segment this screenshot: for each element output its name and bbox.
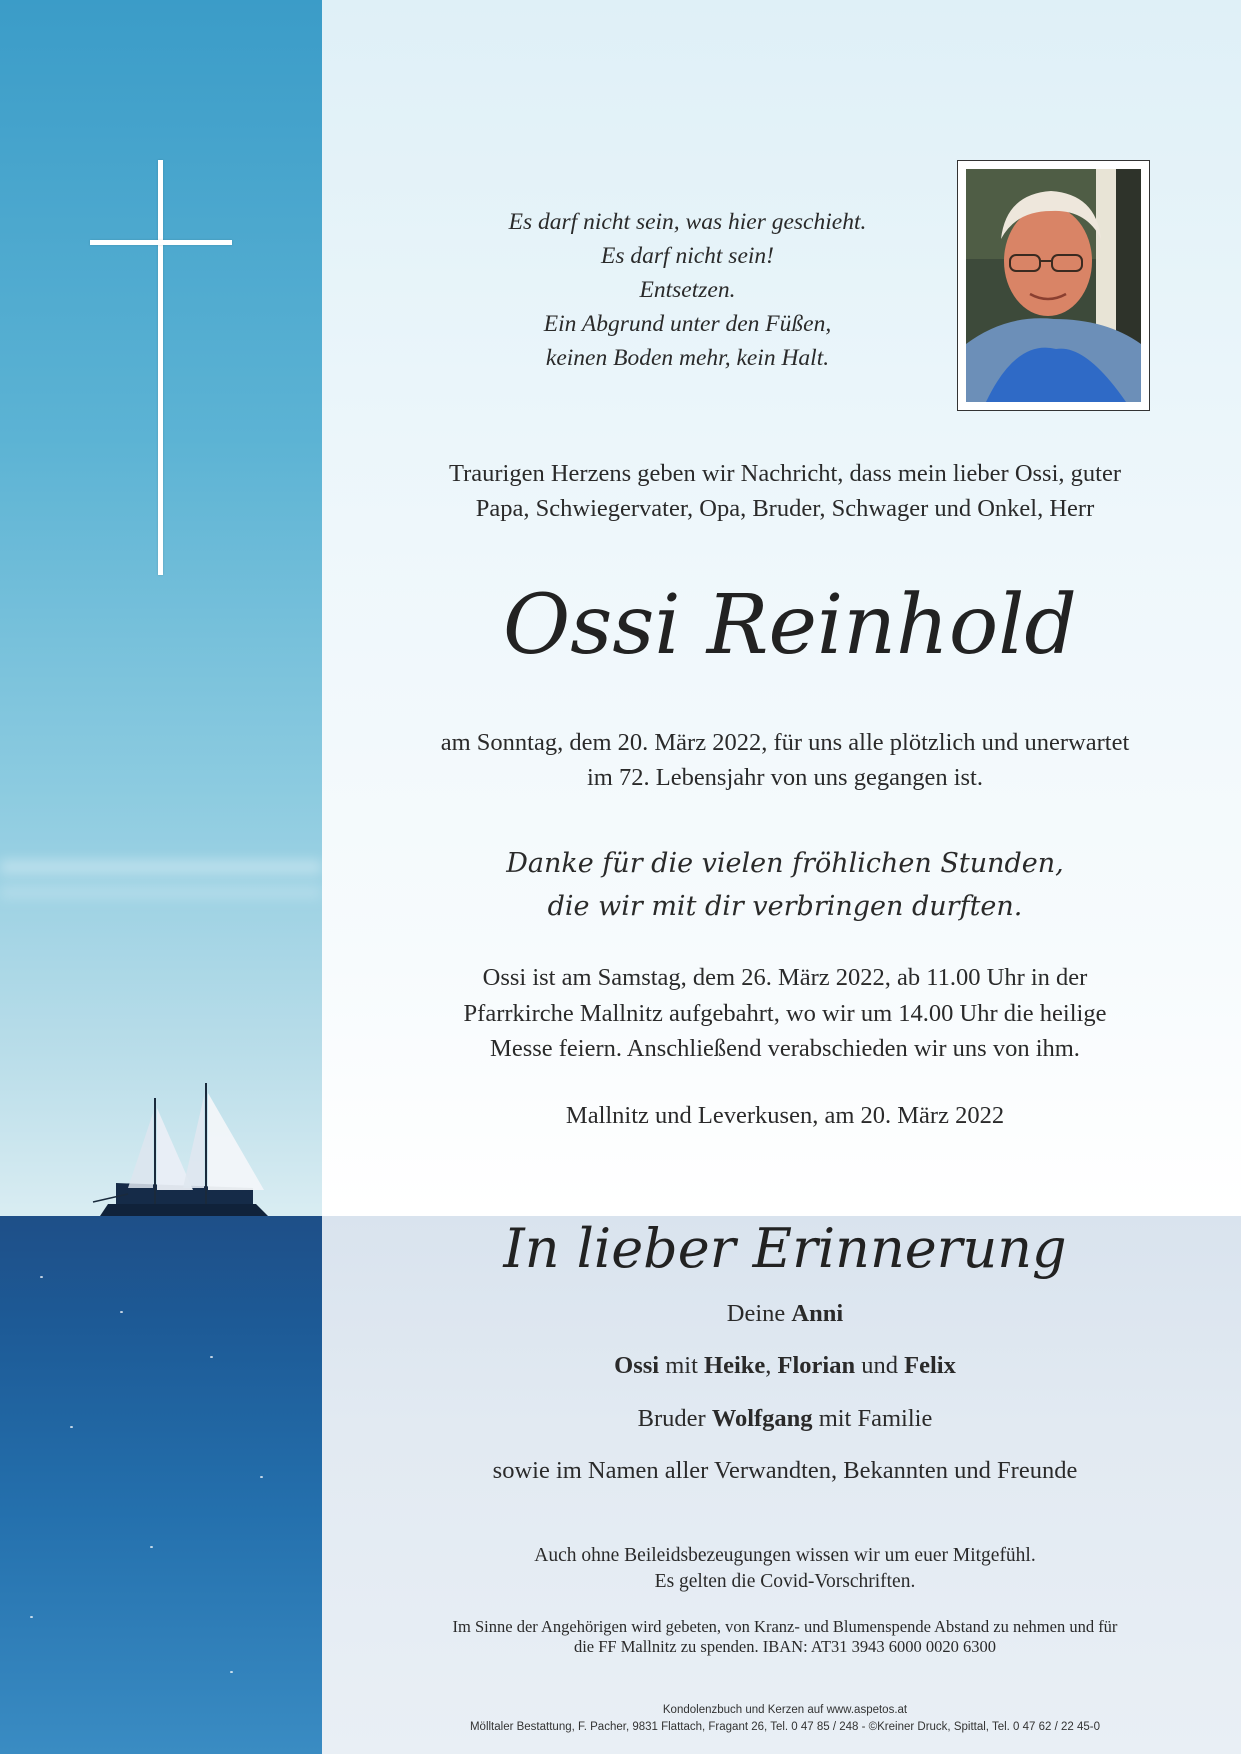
portrait-photo — [966, 169, 1141, 402]
poem-line: Entsetzen. — [639, 277, 736, 303]
footer-imprint: Mölltaler Bestattung, F. Pacher, 9831 Flattach, Fragant 26, Tel. 0 47 85 / 248 - ©Kreiner Druck, Spittal, Tel. 0 47 62 / 22 45-0 — [469, 1721, 1101, 1733]
intro-line: Traurigen Herzens geben wir Nachricht, dass mein lieber Ossi, guter — [449, 460, 1121, 487]
sea-sparkle — [150, 1546, 153, 1548]
portrait-frame — [957, 160, 1150, 411]
family-member-name: Florian — [777, 1352, 856, 1379]
thanks-line: Danke für die vielen fröhlichen Stunden, — [506, 848, 1064, 879]
cloud-haze — [0, 860, 322, 874]
poem-line: keinen Boden mehr, kein Halt. — [545, 345, 830, 371]
family-text: , — [765, 1352, 778, 1379]
sea-sparkle — [120, 1311, 123, 1313]
footer-condolence-link[interactable]: Kondolenzbuch und Kerzen auf www.aspetos.at — [662, 1704, 908, 1716]
family-row — [410, 1405, 1160, 1433]
family-member-name: Wolfgang — [711, 1405, 813, 1432]
death-notice-line: im 72. Lebensjahr von uns gegangen ist. — [586, 764, 983, 791]
family-member-name: Ossi — [614, 1352, 660, 1379]
note-line: Auch ohne Beileidsbezeugungen wissen wir um euer Mitgefühl. — [534, 1545, 1036, 1566]
place-date-line: Mallnitz und Leverkusen, am 20. März 2022 — [565, 1102, 1005, 1129]
latin-cross-icon — [0, 0, 322, 600]
poem-line: Ein Abgrund unter den Füßen, — [543, 311, 832, 337]
funeral-line: Pfarrkirche Mallnitz aufgebahrt, wo wir um 14.00 Uhr die heilige — [463, 999, 1107, 1027]
funeral-details — [410, 960, 1160, 1067]
funeral-line: Ossi ist am Samstag, dem 26. März 2022, ab 11.00 Uhr in der — [482, 964, 1088, 991]
donation-line: die FF Mallnitz zu spenden. IBAN: AT31 3943 6000 0020 6300 — [573, 1637, 997, 1656]
sailing-ship-icon — [88, 1078, 278, 1223]
intro-line: Papa, Schwiegervater, Opa, Bruder, Schwager und Onkel, Herr — [475, 495, 1095, 522]
family-member-name: Anni — [791, 1300, 844, 1327]
thanks-line: die wir mit dir verbringen durften. — [547, 891, 1023, 922]
death-notice-line: am Sonntag, dem 20. März 2022, für uns alle plötzlich und unerwartet — [440, 729, 1130, 756]
family-text: Deine — [726, 1300, 792, 1327]
memory-heading — [503, 1205, 1067, 1295]
family-member-name: Felix — [904, 1352, 956, 1379]
note-line: Es gelten die Covid-Vorschriften. — [654, 1571, 916, 1592]
sea-area — [0, 1216, 322, 1754]
family-row — [410, 1300, 1160, 1328]
sea-sparkle — [40, 1276, 43, 1278]
sea-sparkle — [70, 1426, 73, 1428]
family-member-name: Heike — [704, 1352, 766, 1379]
sea-sky-strip — [0, 0, 322, 1754]
donation-line: Im Sinne der Angehörigen wird gebeten, von Kranz- und Blumenspende Abstand zu nehmen und für — [452, 1617, 1118, 1636]
condolence-note — [410, 1543, 1160, 1595]
footer — [410, 1702, 1160, 1736]
poem-line: Es darf nicht sein! — [601, 243, 774, 269]
poem — [445, 205, 930, 375]
content-sea-background — [322, 1216, 1241, 1754]
family-row — [410, 1352, 1160, 1380]
cloud-haze — [0, 885, 322, 899]
family-text: Bruder — [637, 1405, 712, 1432]
sea-sparkle — [30, 1616, 33, 1618]
deceased-name — [480, 565, 1100, 685]
funeral-line: Messe feiern. Anschließend verabschieden wir uns von ihm. — [490, 1035, 1080, 1062]
sea-sparkle — [260, 1476, 263, 1478]
family-row: sowie im Namen aller Verwandten, Bekannten und Freunde — [492, 1457, 1078, 1484]
donation-request — [410, 1617, 1160, 1657]
svg-text:In lieber Erinnerung: In lieber Erinnerung — [503, 1217, 1067, 1280]
thanks-quote — [410, 842, 1160, 928]
family-text: mit Familie — [812, 1405, 933, 1432]
sea-sparkle — [230, 1671, 233, 1673]
svg-text:Ossi Reinhold: Ossi Reinhold — [503, 578, 1077, 673]
family-text: mit — [659, 1352, 705, 1379]
poem-line: Es darf nicht sein, was hier geschieht. — [508, 209, 867, 235]
sea-sparkle — [210, 1356, 213, 1358]
death-notice — [410, 725, 1160, 795]
family-text: und — [855, 1352, 905, 1379]
announcement-intro — [410, 456, 1160, 526]
